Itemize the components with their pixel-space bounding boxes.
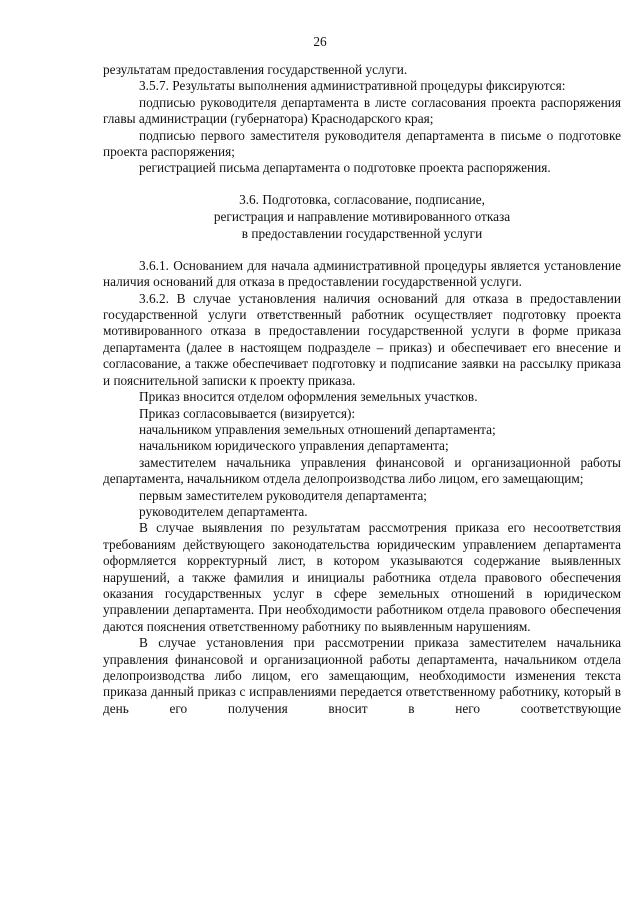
section-heading-line: в предоставлении государственной услуги xyxy=(241,225,483,241)
paragraph: Приказ вносится отделом оформления земельных участков. xyxy=(139,389,478,405)
paragraph: подписью руководителя департамента в листе согласования проекта распоряжения главы администрации (губернатора) Краснодарского края; xyxy=(103,94,621,127)
paragraph: начальником управления земельных отношений департамента; xyxy=(139,421,496,437)
section-heading-line: 3.6. Подготовка, согласование, подписание, xyxy=(239,191,485,207)
paragraph: 3.6.2. В случае установления наличия оснований для отказа в предоставлении государственной услуги ответственный работник осуществляет подготовку проекта мотивированного отказа в предоставлении государственной услуги в форме приказа департамента (далее в настоящем подразделе – приказ) и обеспечивает его внесение и согласование, а также обеспечивает подготовку и подписание заявки на рассылку приказа и пояснительной записки к проекту приказа. xyxy=(103,290,621,388)
document-body xyxy=(103,62,621,717)
paragraph: заместителем начальника управления финансовой и организационной работы департамента, начальником отдела делопроизводства либо лицом, его замещающим; xyxy=(103,454,621,487)
paragraph: В случае установления при рассмотрении приказа заместителем начальника управления финансовой и организационной работы департамента, начальником отдела делопроизводства либо лицом, его замещающим, необходимости изменения текста приказа данный приказ с исправлениями передается ответственному работнику, который в день его получения вносит в него соответствующие xyxy=(103,635,621,716)
paragraph: регистрацией письма департамента о подготовке проекта распоряжения. xyxy=(139,160,551,176)
paragraph: результатам предоставления государственной услуги. xyxy=(103,62,408,77)
paragraph: 3.6.1. Основанием для начала административной процедуры является установление наличия оснований для отказа в предоставлении государственной услуги. xyxy=(103,257,621,290)
page-number: 26 xyxy=(313,34,327,49)
paragraph: В случае выявления по результатам рассмотрения приказа его несоответствия требованиям действующего законодательства юридическим управлением департамента оформляется корректурный лист, в котором указываются содержание выявленных нарушений, а также фамилия и инициалы работника отдела правового обеспечения оказания государственных услуг в сфере земельных отношений в юридическом управлении департамента. При необходимости работником отдела правового обеспечения даются пояснения ответственному работнику по выявленным нарушениям. xyxy=(103,520,621,634)
paragraph: подписью первого заместителя руководителя департамента в письме о подготовке проекта распоряжения; xyxy=(103,127,621,160)
paragraph: руководителем департамента. xyxy=(139,503,308,519)
paragraph: первым заместителем руководителя департамента; xyxy=(139,487,427,503)
paragraph: начальником юридического управления департамента; xyxy=(139,438,449,454)
paragraph: Приказ согласовывается (визируется): xyxy=(139,405,356,421)
paragraph: 3.5.7. Результаты выполнения административной процедуры фиксируются: xyxy=(139,78,566,94)
section-heading xyxy=(103,191,621,242)
section-heading-line: регистрация и направление мотивированного отказа xyxy=(213,208,511,224)
